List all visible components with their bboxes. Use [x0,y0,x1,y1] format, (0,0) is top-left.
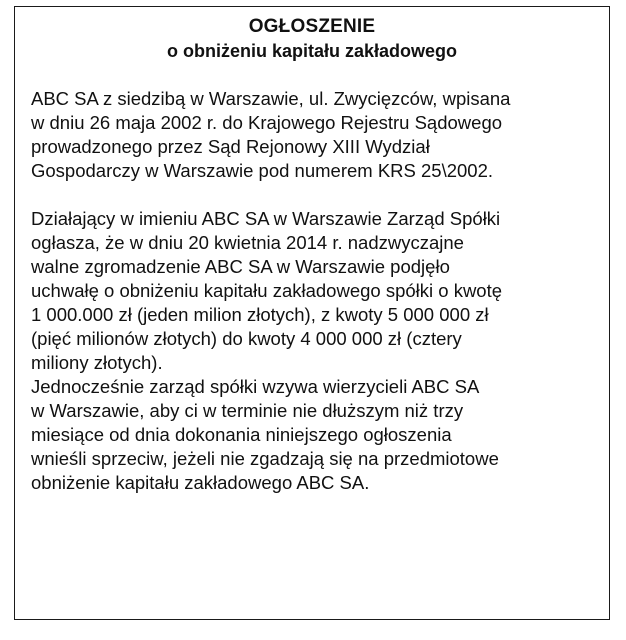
notice-box [14,6,610,620]
text-line: w Warszawie, aby ci w terminie nie dłuższym niż trzy [31,400,464,421]
text-line: w dniu 26 maja 2002 r. do Krajowego Rejestru Sądowego [31,112,503,133]
text-line: 1 000.000 zł (jeden milion złotych), z kwoty 5 000 000 zł [31,304,489,325]
text-line: Działający w imieniu ABC SA w Warszawie Zarząd Spółki [31,208,501,229]
text-line: wnieśli sprzeciw, jeżeli nie zgadzają się na przedmiotowe [31,448,499,469]
paragraph-registration [15,87,609,183]
text-line: ogłasza, że w dniu 20 kwietnia 2014 r. nadzwyczajne [31,232,464,253]
notice-subtitle: o obniżeniu kapitału zakładowego [166,41,458,61]
text-line: walne zgromadzenie ABC SA w Warszawie podjęło [31,256,450,277]
paragraph-resolution [15,207,609,375]
text-line: (pięć milionów złotych) do kwoty 4 000 000 zł (cztery [31,328,462,349]
text-line: prowadzonego przez Sąd Rejonowy XIII Wydział [31,136,430,157]
text-line: uchwałę o obniżeniu kapitału zakładowego spółki o kwotę [31,280,503,301]
text-line: Jednocześnie zarząd spółki wzywa wierzycieli ABC SA [31,376,480,397]
text-line: Gospodarczy w Warszawie pod numerem KRS 25\2002. [31,160,494,181]
text-line: miesiące od dnia dokonania niniejszego ogłoszenia [31,424,452,445]
text-line: ABC SA z siedzibą w Warszawie, ul. Zwycięzców, wpisana [31,88,511,109]
paragraph-creditors [15,375,609,495]
text-line: obniżenie kapitału zakładowego ABC SA. [31,472,370,493]
text-line: miliony złotych). [31,352,163,373]
notice-title: OGŁOSZENIE [248,16,376,37]
